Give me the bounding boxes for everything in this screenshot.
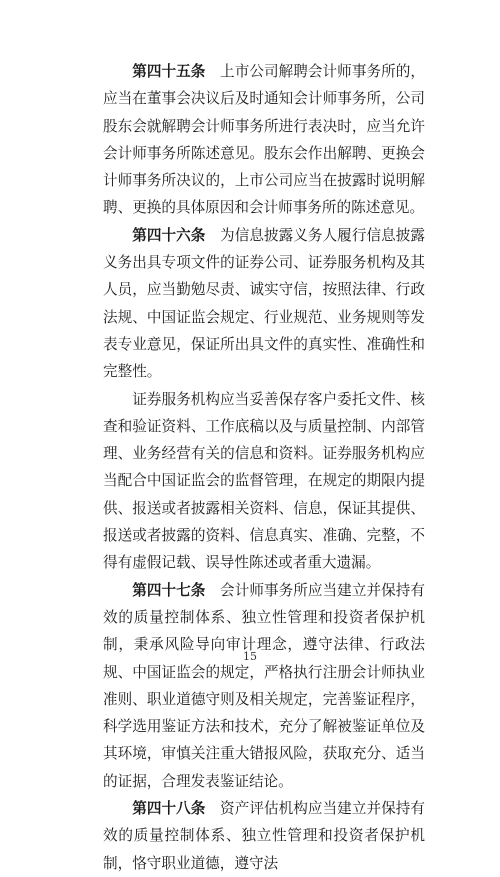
page-number: 15 xyxy=(243,650,257,663)
article-47-text: 会计师事务所应当建立并保持有效的质量控制体系、独立性管理和投资者保护机制，秉承风险导向审计理念，遵守法律、行政法规、中国证监会的规定，严格执行注册会计师执业准则、职业道德守则及相关规定，完善鉴证程序，科学选用鉴证方法和技术，充分了解被鉴证单位及其环境，审慎关注重大错报风险，获取充分、适当的证据，合理发表鉴证结论。 xyxy=(103,581,425,790)
article-48-paragraph xyxy=(103,795,425,877)
article-45-heading: 第四十五条 xyxy=(132,63,206,80)
article-45-paragraph xyxy=(103,58,425,222)
article-47-heading: 第四十七条 xyxy=(132,581,206,599)
document-body xyxy=(103,58,425,877)
article-48-heading: 第四十八条 xyxy=(132,800,206,818)
article-47-paragraph xyxy=(103,577,425,795)
article-45-text: 上市公司解聘会计师事务所的，应当在董事会决议后及时通知会计师事务所，公司股东会就解聘会计师事务所进行表决时，应当允许会计师事务所陈述意见。股东会作出解聘、更换会计师事务所决议的，上市公司应当在披露时说明解聘、更换的具体原因和会计师事务所的陈述意见。 xyxy=(103,63,425,217)
article-46-paragraph xyxy=(103,222,425,386)
article-46-text: 为信息披露义务人履行信息披露义务出具专项文件的证券公司、证券服务机构及其人员，应当勤勉尽责、诚实守信，按照法律、行政法规、中国证监会规定、行业规范、业务规则等发表专业意见，保证所出具文件的真实性、准确性和完整性。 xyxy=(103,226,425,381)
article-46-continuation-paragraph xyxy=(103,386,425,577)
article-46-heading: 第四十六条 xyxy=(132,226,206,244)
article-48-text: 资产评估机构应当建立并保持有效的质量控制体系、独立性管理和投资者保护机制，恪守职业道德，遵守法 xyxy=(103,800,425,872)
article-46-continuation-text: 证券服务机构应当妥善保存客户委托文件、核查和验证资料、工作底稿以及与质量控制、内部管理、业务经营有关的信息和资料。证券服务机构应当配合中国证监会的监督管理，在规定的期限内提供、报送或者披露相关资料、信息，保证其提供、报送或者披露的资料、信息真实、准确、完整，不得有虚假记载、误导性陈述或者重大遗漏。 xyxy=(103,390,425,572)
